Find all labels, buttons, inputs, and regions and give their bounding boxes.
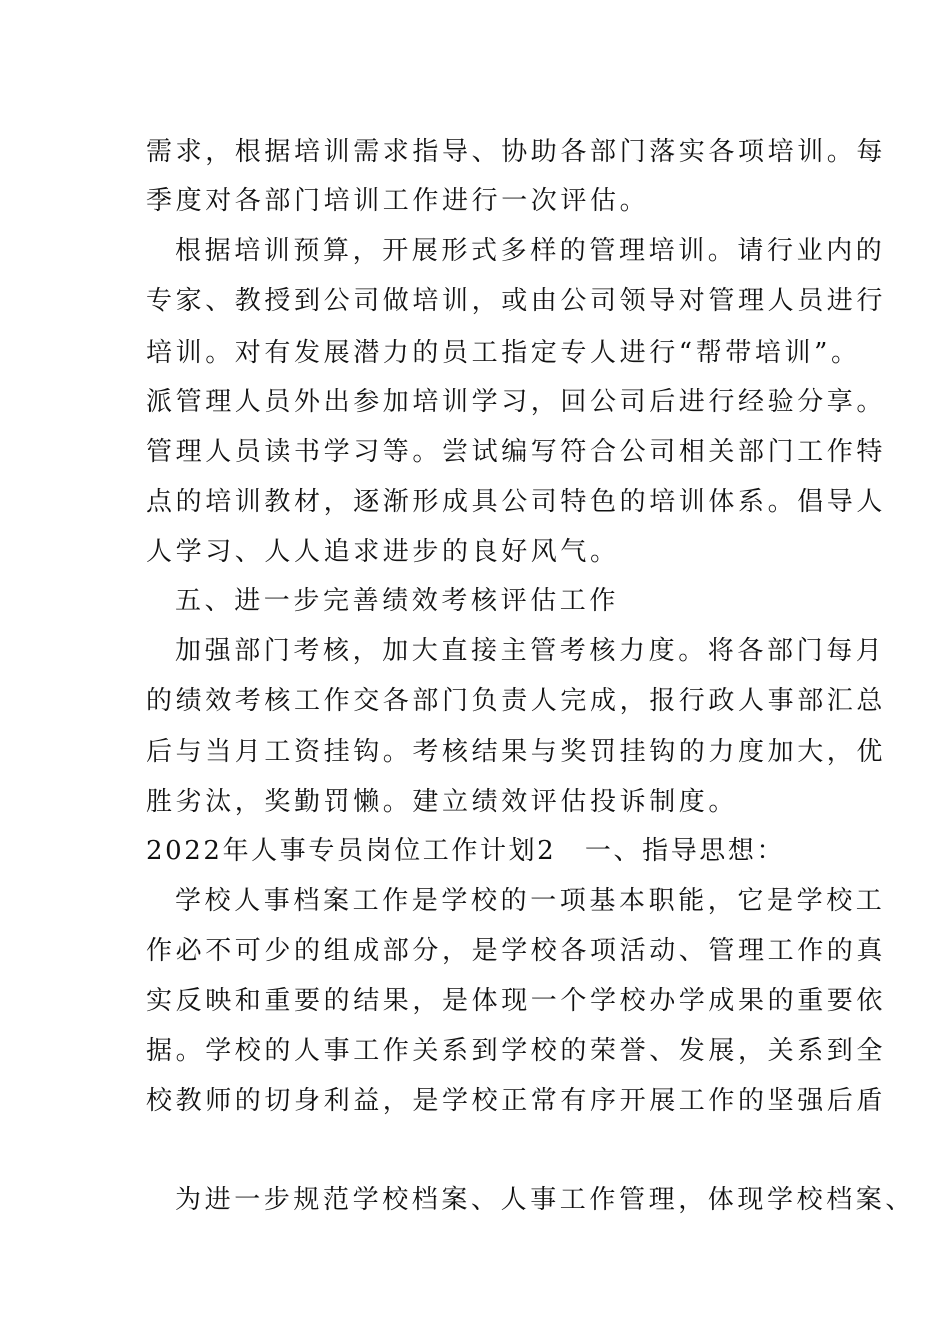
body-text-line: 专家、教授到公司做培训，或由公司领导对管理人员进行	[146, 286, 887, 316]
body-text-line: 的绩效考核工作交各部门负责人完成，报行政人事部汇总	[146, 686, 887, 716]
body-text-line: 作必不可少的组成部分，是学校各项活动、管理工作的真	[146, 936, 887, 966]
document-heading: 2022年人事专员岗位工作计划2 一、指导思想：	[146, 836, 786, 866]
paragraph-first-line: 为进一步规范学校档案、人事工作管理，体现学校档案、	[175, 1185, 916, 1215]
body-text-line: 派管理人员外出参加培训学习，回公司后进行经验分享。	[146, 387, 887, 417]
body-text-line: 培训。对有发展潜力的员工指定专人进行“帮带培训”。	[146, 338, 861, 368]
body-text-line: 季度对各部门培训工作进行一次评估。	[146, 186, 650, 216]
body-text-line: 据。学校的人事工作关系到学校的荣誉、发展，关系到全	[146, 1036, 887, 1066]
body-text-line: 校教师的切身利益，是学校正常有序开展工作的坚强后盾	[146, 1086, 887, 1116]
body-text-line: 管理人员读书学习等。尝试编写符合公司相关部门工作特	[146, 437, 887, 467]
paragraph-first-line: 学校人事档案工作是学校的一项基本职能，它是学校工	[175, 886, 886, 916]
paragraph-first-line: 加强部门考核，加大直接主管考核力度。将各部门每月	[175, 636, 886, 666]
body-text-line: 人学习、人人追求进步的良好风气。	[146, 537, 620, 567]
body-text-line: 点的培训教材，逐渐形成具公司特色的培训体系。倡导人	[146, 487, 887, 517]
section-heading: 五、进一步完善绩效考核评估工作	[175, 586, 620, 616]
body-text-line: 胜劣汰，奖勤罚懒。建立绩效评估投诉制度。	[146, 787, 739, 817]
body-text-line: 实反映和重要的结果，是体现一个学校办学成果的重要依	[146, 986, 887, 1016]
body-text-line: 后与当月工资挂钩。考核结果与奖罚挂钩的力度加大，优	[146, 737, 887, 767]
paragraph-first-line: 根据培训预算，开展形式多样的管理培训。请行业内的	[175, 236, 886, 266]
body-text-line: 需求，根据培训需求指导、协助各部门落实各项培训。每	[146, 137, 887, 167]
